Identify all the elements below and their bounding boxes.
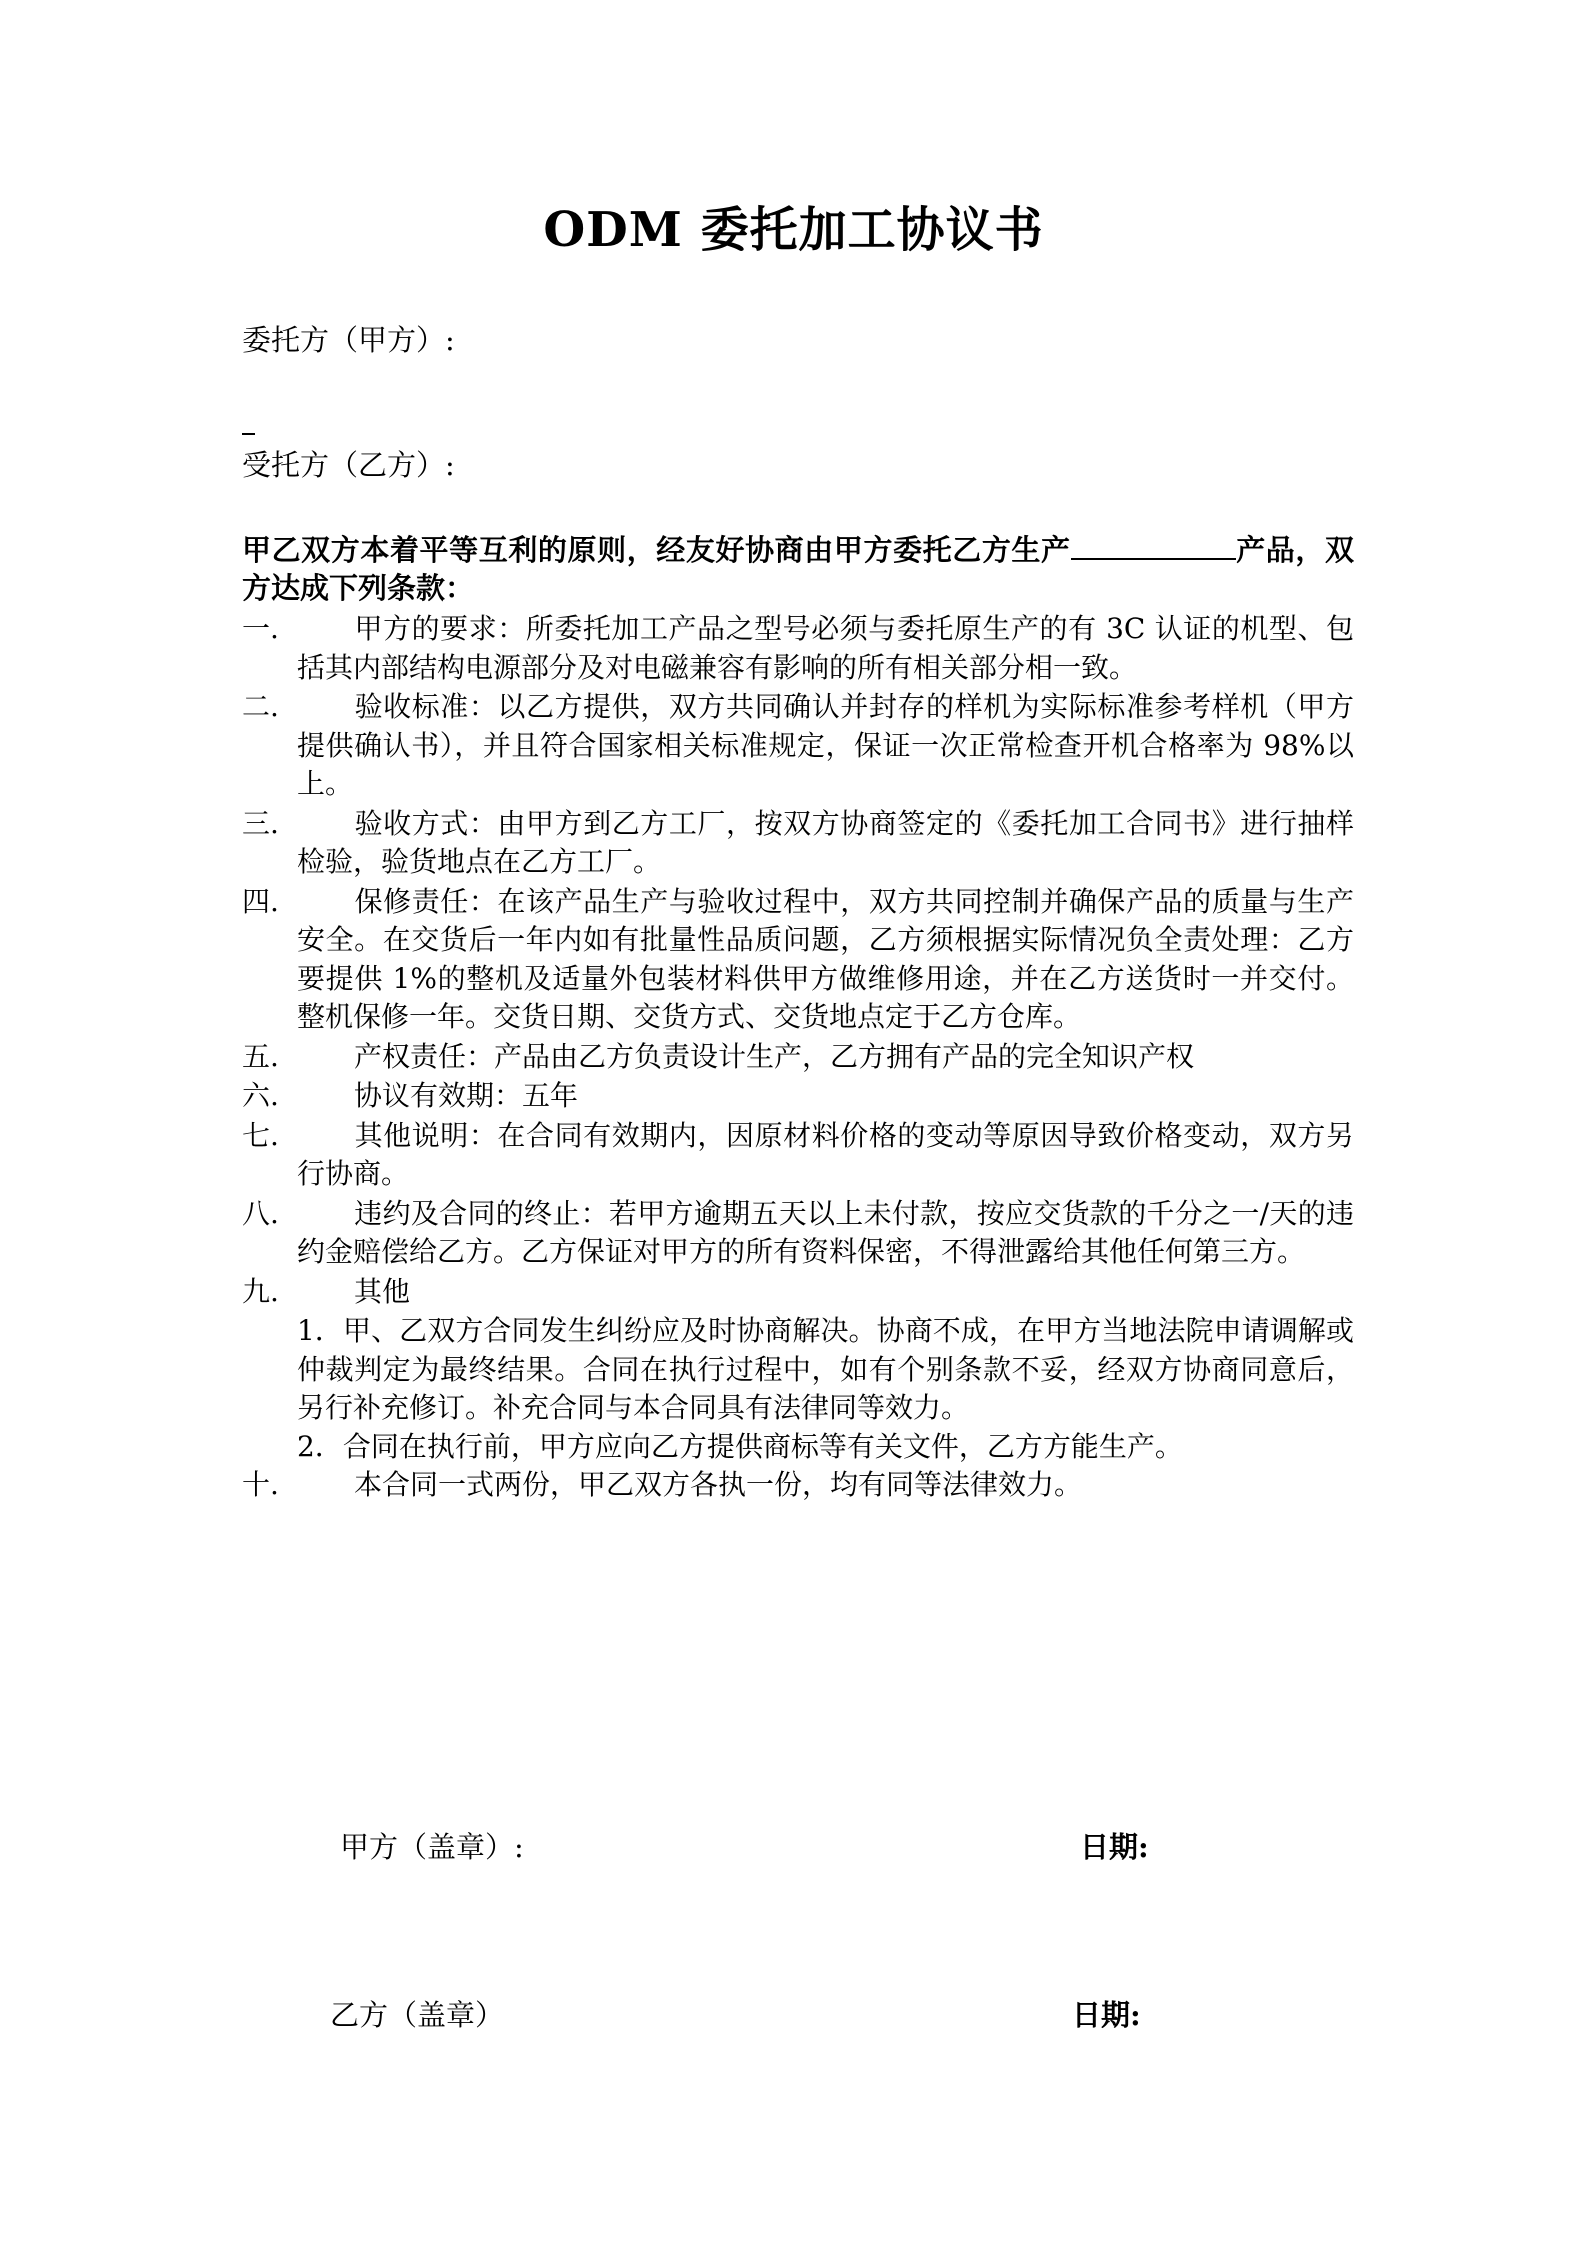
sub-item: [242, 1312, 1354, 1428]
clause-item: [242, 1077, 1354, 1116]
clause-item: [242, 805, 1354, 882]
clause-text: 其他说明：在合同有效期内，因原材料价格的变动等原因导致价格变动，双方另行协商。: [297, 1118, 1354, 1190]
clause-number: 六.: [242, 1079, 279, 1112]
clause-text: 验收方式：由甲方到乙方工厂，按双方协商签定的《委托加工合同书》进行抽样检验，验货地点在乙方工厂。: [297, 806, 1354, 878]
sub-item-text: 1．甲、乙双方合同发生纠纷应及时协商解决。协商不成，在甲方当地法院申请调解或仲裁判定为最终结果。合同在执行过程中，如有个别条款不妥，经双方协商同意后，另行补充修订。补充合同与本合同具有法律同等效力。: [297, 1314, 1354, 1424]
blank-underline-stub: [242, 433, 255, 435]
clause-number: 三.: [242, 806, 279, 840]
clause-item: [242, 1038, 1354, 1077]
party-a-label: 委托方（甲方）:: [242, 323, 455, 357]
clause-item: [242, 688, 1354, 804]
clause-text: 违约及合同的终止：若甲方逾期五天以上未付款，按应交货款的千分之一/天的违约金赔偿给乙方。乙方保证对甲方的所有资料保密，不得泄露给其他任何第三方。: [297, 1196, 1354, 1268]
clause-number: 七.: [242, 1118, 279, 1152]
party-b-seal-label: 乙方（盖章）: [330, 1998, 505, 2032]
clause-number: 二.: [242, 690, 279, 723]
clause-number: 五.: [242, 1039, 279, 1073]
clause-text: 保修责任：在该产品生产与验收过程中，双方共同控制并确保产品的质量与生产安全。在交货后一年内如有批量性品质问题，乙方须根据实际情况负全责处理：乙方要提供 1%的整机及适量外包装材料供甲方做维修用途，并在乙方送货时一并交付。整机保修一年。交货日期、交货方式、交货地点定于乙方仓库。: [297, 884, 1354, 1033]
clause-text: 协议有效期：五年: [354, 1079, 579, 1112]
sub-item: [242, 1428, 1354, 1467]
clause-text: 产权责任：产品由乙方负责设计生产，乙方拥有产品的完全知识产权: [354, 1039, 1195, 1073]
intro-paragraph: [242, 528, 1354, 607]
clause-list: [242, 610, 1354, 1506]
clause-text: 验收标准：以乙方提供，双方共同确认并封存的样机为实际标准参考样机（甲方提供确认书），并且符合国家相关标准规定，保证一次正常检查开机合格率为 98%以上。: [297, 690, 1354, 800]
party-a-date-label: 日期:: [1080, 1830, 1149, 1864]
clause-number: 十.: [242, 1468, 279, 1501]
clause-number: 四.: [242, 884, 279, 918]
clause-item: [242, 883, 1354, 1037]
clause-number: 九.: [242, 1274, 279, 1308]
clause-text: 甲方的要求：所委托加工产品之型号必须与委托原生产的有 3C 认证的机型、包括其内部结构电源部分及对电磁兼容有影响的所有相关部分相一致。: [297, 612, 1354, 684]
document-title: ODM 委托加工协议书: [543, 202, 1044, 258]
intro-text-after: 产品，双方达成下列条款：: [242, 533, 1354, 605]
clause-item: [242, 1195, 1354, 1272]
party-b-label: 受托方（乙方）:: [242, 448, 455, 482]
clause-item: [242, 1466, 1354, 1505]
sub-item-text: 2．合同在执行前，甲方应向乙方提供商标等有关文件，乙方方能生产。: [297, 1429, 1183, 1463]
clause-number: 一.: [242, 612, 279, 645]
party-a-seal-label: 甲方（盖章）:: [340, 1830, 524, 1864]
clause-number: 八.: [242, 1196, 279, 1230]
product-name-blank: [1071, 528, 1236, 560]
party-b-date-label: 日期:: [1072, 1998, 1141, 2032]
clause-item: [242, 610, 1354, 687]
clause-item: [242, 1117, 1354, 1194]
clause-text: 本合同一式两份，甲乙双方各执一份，均有同等法律效力。: [354, 1468, 1083, 1501]
clause-text: 其他: [354, 1274, 411, 1308]
clause-item: [242, 1273, 1354, 1312]
intro-text-before: 甲乙双方本着平等互利的原则，经友好协商由甲方委托乙方生产: [242, 533, 1071, 567]
